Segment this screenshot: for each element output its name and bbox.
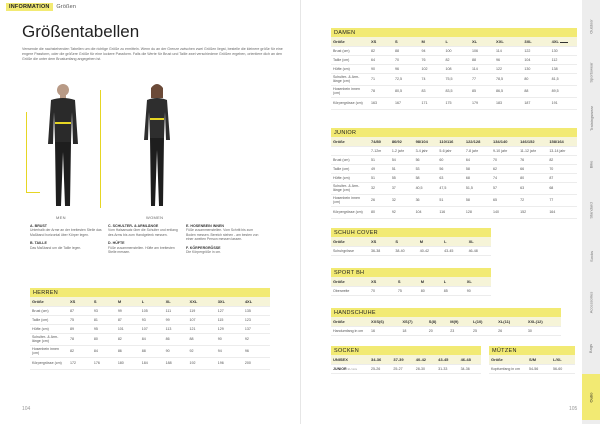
handschuhe-grid: [331, 317, 561, 336]
table-row: Hüfte (cm) 89 95 101 107 113 121 129 137: [30, 324, 270, 333]
table-row: Schuhgrösse 36-38 38-40 40-42 43-45 46-48: [331, 246, 491, 255]
intro-text: Verwende die nachstehenden Tabellen um die richtige Größe zu ermitteln. Wenn du an der Grenze zwischen zwei Größen liegst, bestelle die kleinere größe für eine engere Passform, oder die größere Größe für eine lockere Passform. Falls die Werte für Brust und Taille zwei verschiedene Größen ergeben, orientiere dich an den Größe die unter dem Brustumfang angegeben ist.: [22, 47, 283, 62]
table-row: Schulter- & Arm-länge (cm) 71 72,5 74 75,5 77 78,5 80 81,5: [331, 73, 577, 85]
right-page: [300, 0, 600, 424]
tab-bike[interactable]: Bike: [588, 160, 594, 168]
handschuhe-table: [331, 308, 561, 336]
page-number-left: 104: [22, 406, 31, 412]
size-pointer-line: [560, 42, 568, 43]
socken-table: [331, 346, 481, 374]
table-row: Hosenbein innen (cm) 82 84 86 88 90 92 94 96: [30, 345, 270, 357]
section-header: [6, 4, 76, 10]
table-row: Taille (cm) 64 70 76 82 88 96 104 112: [331, 55, 577, 64]
table-header-row: Größe XS S M L XL: [331, 237, 491, 246]
sportbh-caption: SPORT BH: [331, 268, 491, 277]
table-row: Schulter- & Arm-länge (cm) 78 80 82 84 86 88 90 92: [30, 333, 270, 345]
table-row: Brust (cm) 82 88 94 100 106 114 122 130: [331, 46, 577, 55]
legend-col-3: [186, 224, 262, 258]
table-row: Kopfumfang in cm 54-56 56-60: [489, 364, 575, 373]
junior-grid: [331, 137, 577, 219]
tab-trainingswear[interactable]: Trainingswear: [588, 105, 594, 131]
table-header-row: Größe 74/80 86/92 98/104 110/116 122/128 134/140 146/152 158/164: [331, 137, 577, 146]
schuh-grid: [331, 237, 491, 256]
table-header-row: Größe XS S M L XL: [331, 277, 491, 286]
section-label: INFORMATION: [6, 3, 53, 11]
table-header-row: Größe XS S M L XL XXL 3XL 4XL: [30, 297, 270, 306]
table-row: Handumfang in cm 16 18 20 23 25 26 30: [331, 326, 561, 335]
tab-outdoor[interactable]: Outdoor: [588, 18, 594, 34]
table-header-row: Größe XXS(6) XS(7) S(8) M(9) L(10) XL(11) XXL(12): [331, 317, 561, 326]
junior-caption: JUNIOR: [331, 128, 577, 137]
table-row: Körpergrösse (cm) 163 167 171 175 179 183 187 191: [331, 97, 577, 109]
tab-bags[interactable]: Bags: [588, 343, 594, 353]
subsection-label: Größen: [56, 4, 77, 10]
table-row: Brust (cm) 87 93 99 105 111 119 127 135: [30, 306, 270, 315]
damen-grid: [331, 37, 577, 110]
herren-grid: [30, 297, 270, 370]
table-header-row: Größe XS S M L XL XXL 3XL 4XL: [331, 37, 577, 46]
legend-col-2: [108, 224, 184, 258]
table-header-row: UNISEX 34-36 37-39 40-42 43-45 46-48: [331, 355, 481, 364]
legend-item: C. SCHULTER- & ARMLÄNGE Vom Halsansatz über die Schulter und entlang des Arms bis zum Handgelenk messen.: [108, 224, 178, 237]
schuh-caption: SCHUH COVER: [331, 228, 491, 237]
table-row: Hosenbein innen (cm) 78 80,5 83 83,5 85 86,5 88 89,5: [331, 85, 577, 97]
damen-table: [331, 28, 577, 110]
table-row: Körpergrösse (cm) 80 92 104 116 128 140 152 164: [331, 206, 577, 218]
muetzen-caption: MÜTZEN: [489, 346, 575, 355]
table-row: Taille (cm) 75 81 87 93 99 107 115 123: [30, 315, 270, 324]
herren-table: [30, 288, 270, 370]
women-label: WOMEN: [146, 215, 164, 220]
sportbh-grid: [331, 277, 491, 296]
legend-item: B. TAILLE Das Maßband um die Taille legen.: [30, 241, 82, 250]
page-title: Größentabellen: [22, 22, 140, 41]
table-row: Körpergrösse (cm) 172 176 180 184 188 192 196 200: [30, 357, 270, 369]
men-label: MEN: [56, 215, 66, 220]
table-row: JUNIOR EU size 25-26 25-27 28-30 31-33 34-36: [331, 364, 481, 373]
table-header-row: Größe S/M L/XL: [489, 355, 575, 364]
table-row: Brust (cm) 51 54 56 60 64 70 76 82: [331, 155, 577, 164]
tab-standard[interactable]: Standard: [588, 201, 594, 219]
muetzen-table: [489, 346, 575, 374]
side-tab-bar: [582, 0, 600, 424]
tab-accessories[interactable]: Accessories: [588, 291, 594, 313]
handschuhe-caption: HANDSCHUHE: [331, 308, 561, 317]
table-row: Taille (cm) 49 51 53 56 58 62 66 70: [331, 164, 577, 173]
table-row: Hüfte (cm) 51 55 58 63 68 74 80 87: [331, 173, 577, 182]
table-row: Schulter- & Arm-länge (cm) 32 37 40,5 47,5 51,5 57 63 68: [331, 182, 577, 194]
women-silhouette-icon: [139, 82, 175, 210]
legend-item: E. HOSENBEIN INNEN Füße zusammenstellen. Vom Schritt bis zum Boden messen. Bereich stehen - am besten von einer zweiten Person messen lassen.: [186, 224, 259, 242]
herren-caption: HERREN: [30, 288, 270, 297]
women-figure: [128, 82, 186, 210]
table-row: Hosenbein innen (cm) 26 32 36 51 58 65 72 77: [331, 194, 577, 206]
table-row: Oberweite 70 75 80 85 90: [331, 286, 491, 295]
socken-caption: SOCKEN: [331, 346, 481, 355]
table-row: Hüfte (cm) 90 96 102 108 114 122 130 138: [331, 64, 577, 73]
page-number-right: 105: [569, 406, 578, 412]
schuh-cover-table: [331, 228, 491, 256]
sport-bh-table: [331, 268, 491, 296]
socken-grid: [331, 355, 481, 374]
table-subheader-row: 7-12m 1-2 jahr 3-4 jahr 5-6 jahr 7-8 jahr 9-10 jahr 11-12 jahr 13-14 jahr: [331, 146, 577, 155]
legend-col-1: [30, 224, 106, 254]
legend-item: A. BRUST Unterhalb der Arme an der breitesten Stelle das Maßband horizontal über Körper legen.: [30, 224, 102, 237]
junior-table: [331, 128, 577, 219]
tab-sportswear[interactable]: Sportswear: [588, 61, 594, 83]
tab-outro[interactable]: Outro: [582, 374, 600, 420]
legend-item: D. HÜFTE Füße zusammenstellen. Hüfte am breitesten Stelle messen.: [108, 241, 175, 255]
legend-item: F. KÖRPERGRÖSSE Die Körpergröße in cm.: [186, 245, 222, 255]
muetzen-grid: [489, 355, 575, 374]
men-figure: [22, 82, 104, 210]
men-silhouette-icon: [43, 82, 83, 210]
damen-caption: DAMEN: [331, 28, 577, 37]
tab-socks[interactable]: Socks: [588, 250, 594, 262]
